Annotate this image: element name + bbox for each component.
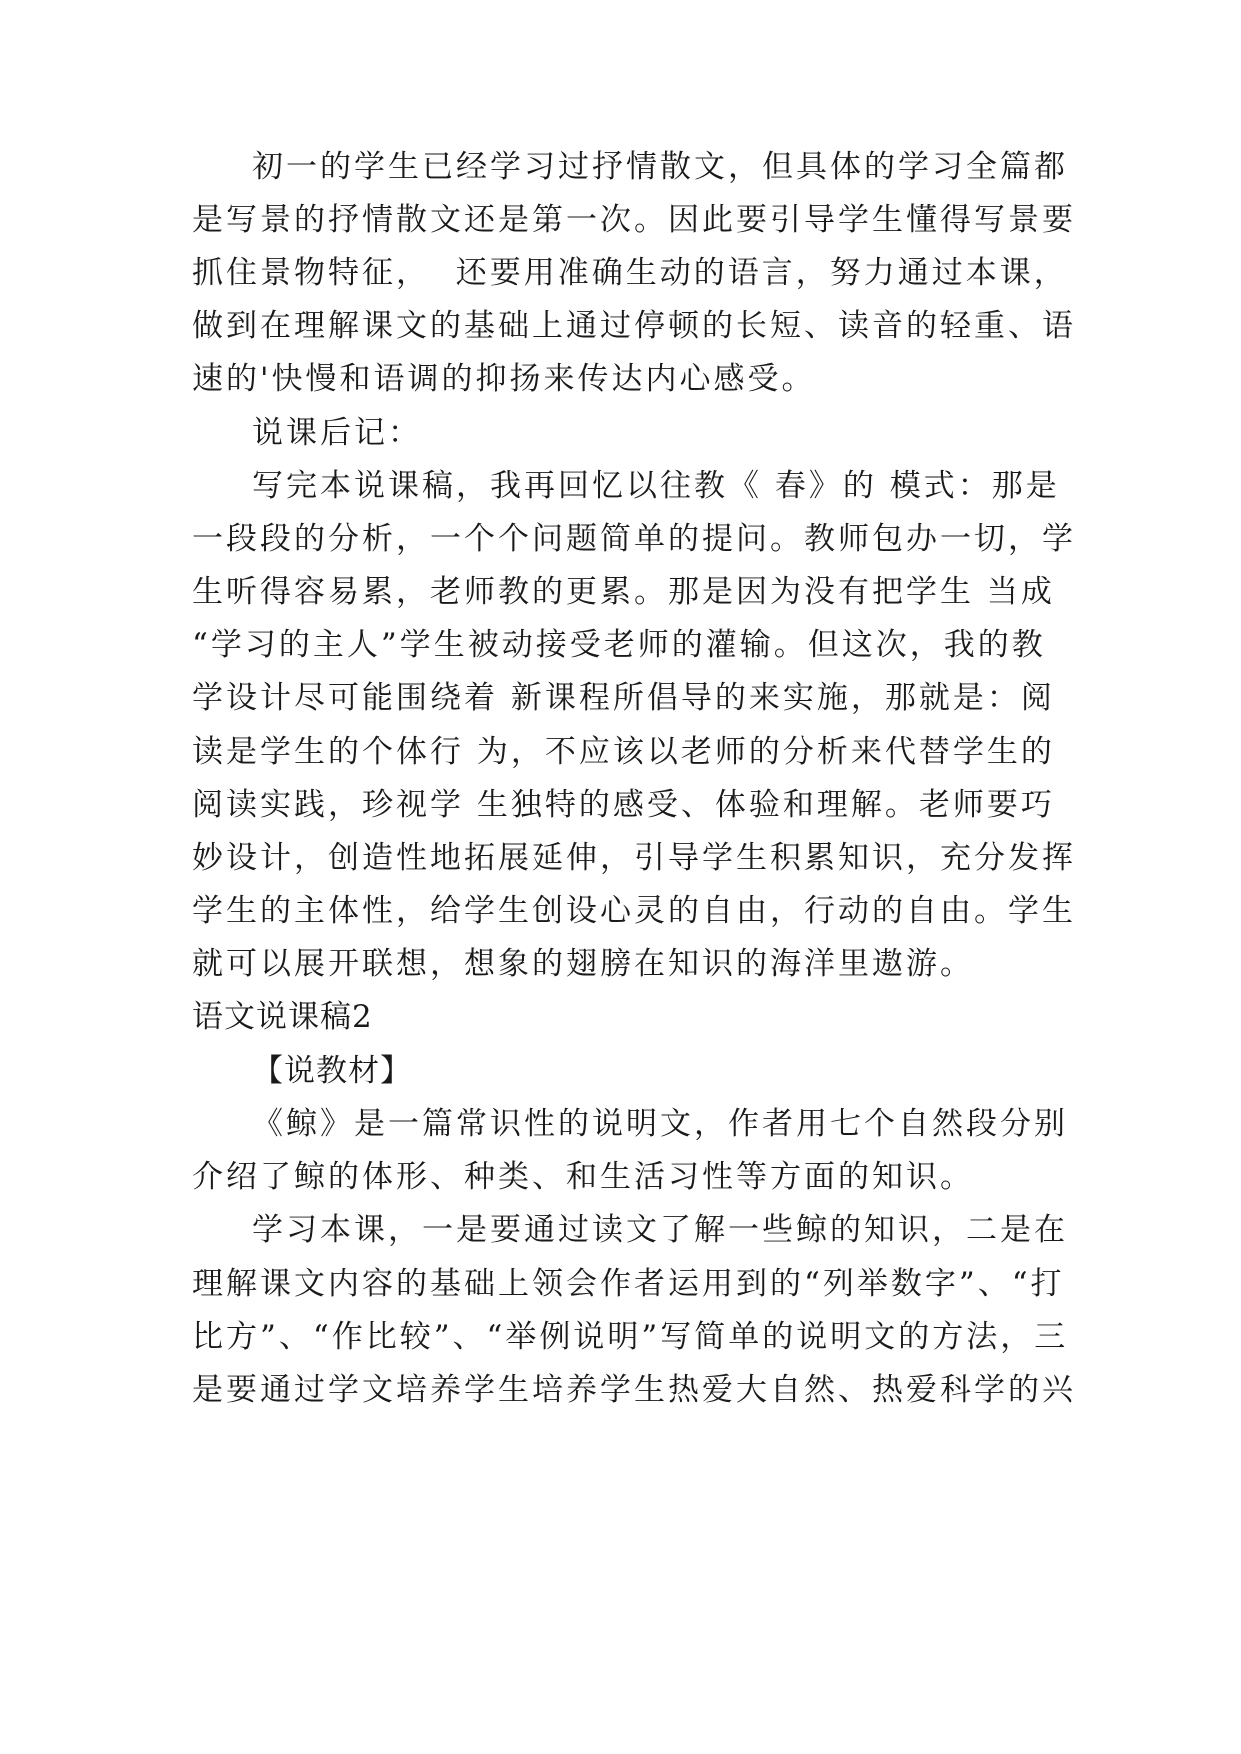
paragraph-1-line-1: 初一的学生已经学习过抒情散文，但具体的学习全篇都: [252, 149, 1068, 185]
paragraph-2-line-1: 写完本说课稿，我再回忆以往教《 春》的 模式：那是: [252, 468, 1060, 504]
paragraph-4-line-2: 理解课文内容的基础上领会作者运用到的“列举数字”、“打: [192, 1266, 1065, 1302]
paragraph-2-line-9: 学生的主体性，给学生创设心灵的自由，行动的自由。学生: [192, 893, 1076, 929]
paragraph-2-line-6: 读是学生的个体行 为，不应该以老师的分析来代替学生的: [192, 734, 1055, 770]
section-label: 【说教材】: [252, 1053, 412, 1089]
paragraph-1-line-3: 抓住景物特征， 还要用准确生动的语言，努力通过本课，: [192, 255, 1068, 291]
paragraph-1-line-4: 做到在理解课文的基础上通过停顿的长短、读音的轻重、语: [192, 308, 1076, 344]
paragraph-4-line-4: 是要通过学文培养学生培养学生热爱大自然、热爱科学的兴: [192, 1372, 1076, 1408]
paragraph-3-line-1: 《鲸》是一篇常识性的说明文，作者用七个自然段分别: [252, 1106, 1068, 1142]
paragraph-2-line-7: 阅读实践，珍视学 生独特的感受、体验和理解。老师要巧: [192, 787, 1055, 823]
section-title: 语文说课稿2: [192, 999, 373, 1035]
paragraph-2-line-10: 就可以展开联想，想象的翅膀在知识的海洋里遨游。: [192, 946, 974, 982]
afterword-label: 说课后记：: [252, 415, 422, 451]
paragraph-2-line-5: 学设计尽可能围绕着 新课程所倡导的来实施，那就是：阅: [192, 680, 1055, 716]
paragraph-2-line-3: 生听得容易累，老师教的更累。那是因为没有把学生 当成: [192, 574, 1055, 610]
paragraph-2-line-8: 妙设计，创造性地拓展延伸，引导学生积累知识，充分发挥: [192, 840, 1076, 876]
paragraph-4-line-1: 学习本课，一是要通过读文了解一些鲸的知识，二是在: [252, 1212, 1068, 1248]
paragraph-2-line-4: “学习的主人”学生被动接受老师的灌输。但这次，我的教: [192, 627, 1046, 663]
paragraph-4-line-3: 比方”、“作比较”、“举例说明”写简单的说明文的方法，三: [192, 1319, 1069, 1355]
paragraph-2-line-2: 一段段的分析，一个个问题简单的提问。教师包办一切，学: [192, 521, 1076, 557]
paragraph-1-line-2: 是写景的抒情散文还是第一次。因此要引导学生懂得写景要: [192, 202, 1076, 238]
paragraph-3-line-2: 介绍了鲸的体形、种类、和生活习性等方面的知识。: [192, 1159, 974, 1195]
paragraph-1-line-5: 速的'快慢和语调的抑扬来传达内心感受。: [192, 361, 816, 397]
